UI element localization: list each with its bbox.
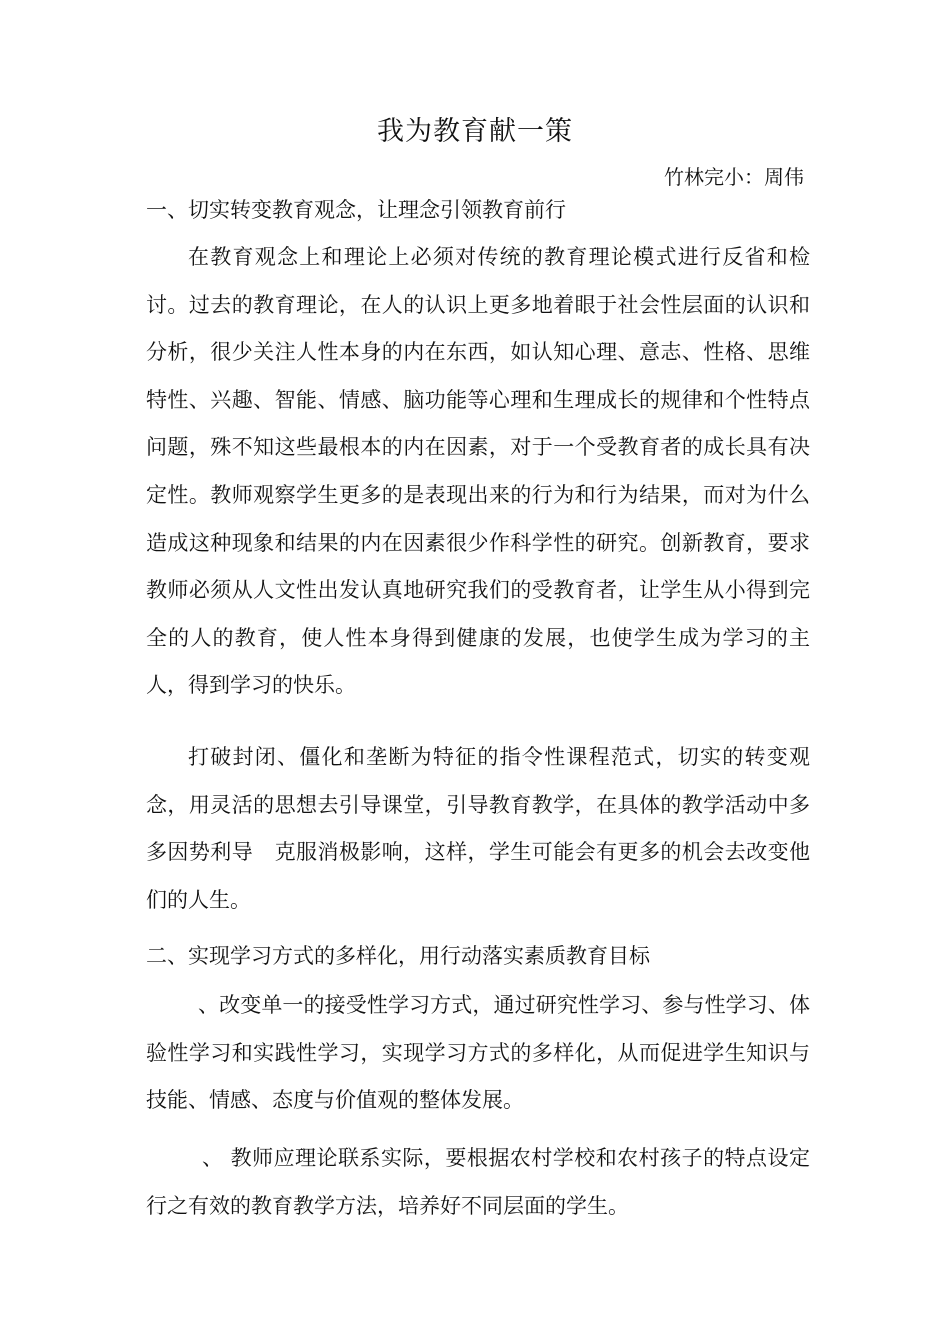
section-1-paragraph-1: 在教育观念上和理论上必须对传统的教育理论模式进行反省和检讨。过去的教育理论，在人的认识上更多地着眼于社会性层面的认识和分析，很少关注人性本身的内在东西，如认知心理、意志、性格、思维特性、兴趣、智能、情感、脑功能等心理和生理成长的规律和个性特点问题，殊不知这些最根本的内在因素，对于一个受教育者的成长具有决定性。教师观察学生更多的是表现出来的行为和行为结果，而对为什么造成这种现象和结果的内在因素很少作科学性的研究。创新教育，要求教师必须从人文性出发认真地研究我们的受教育者，让学生从小得到完全的人的教育，使人性本身得到健康的发展，也使学生成为学习的主人，得到学习的快乐。: [146, 245, 810, 698]
section-2-paragraph-1: 、改变单一的接受性学习方式，通过研究性学习、参与性学习、体验性学习和实践性学习，实现学习方式的多样化，从而促进学生知识与技能、情感、态度与价值观的整体发展。: [146, 993, 810, 1113]
document-title: 我为教育献一策: [377, 116, 573, 147]
section-2-paragraph-2: 、 教师应理论联系实际，要根据农村学校和农村孩子的特点设定行之有效的教育教学方法，培养好不同层面的学生。: [146, 1146, 810, 1218]
section-1-paragraph-2: 打破封闭、僵化和垄断为特征的指令性课程范式，切实的转变观念，用灵活的思想去引导课堂，引导教育教学，在具体的教学活动中多多因势利导 克服消极影响，这样，学生可能会有更多的机会去改变他们的人生。: [146, 745, 810, 912]
document-author: 竹林完小：周伟: [664, 165, 804, 189]
section-1-heading: 一、切实转变教育观念，让理念引领教育前行: [146, 198, 566, 222]
section-2-heading: 二、实现学习方式的多样化，用行动落实素质教育目标: [146, 944, 650, 968]
